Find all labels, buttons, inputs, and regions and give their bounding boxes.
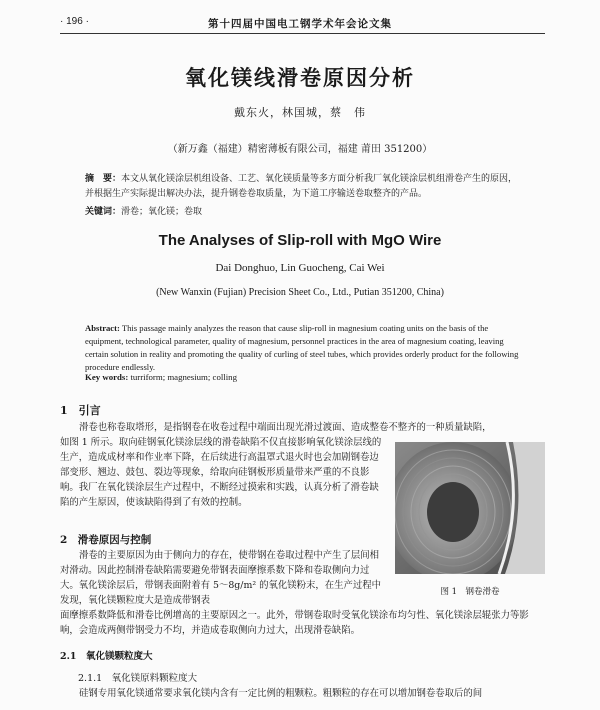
paper-title-en: The Analyses of Slip-roll with MgO Wire: [158, 232, 442, 249]
section-2-1-1-heading: 2.1.1 氧化镁原料颗粒度大: [78, 673, 198, 684]
header-rule: [60, 33, 545, 34]
keywords-cn: [85, 204, 202, 217]
section-2-para-wide: 面摩擦系数降低和滑卷比例增高的主要原因之一。此外，带钢卷取时受氧化镁涂布均匀性、氧化镁涂层辊张力等影响，会造成两侧带钢受力不均，并造成卷取侧向力过大，出现滑卷缺陷。: [60, 610, 529, 636]
keywords-cn-label: 关键词：: [85, 207, 122, 217]
keywords-en-text: turriform; magnesium; colling: [130, 372, 237, 382]
section-2-1-heading: 2.1 氧化镁颗粒度大: [60, 651, 153, 662]
abstract-en: [85, 322, 525, 374]
abstract-en-label: Abstract:: [85, 323, 120, 333]
abstract-en-text: This passage mainly analyzes the reason that cause slip-roll in magnesium coating units on the basis of the equipment, technological parameter, quality of magnesium, personnel practices in the area of magnesium coating, leaving certain solution in reality and promoting the quality of curling of steel tubes, which provides orderly product for the following procedure endlessly.: [85, 323, 519, 372]
keywords-cn-text: 滑卷；氧化镁；卷取: [121, 207, 203, 217]
authors-en: Dai Donghuo, Lin Guocheng, Cai Wei: [215, 262, 385, 274]
authors-cn: 戴东火，林国城，蔡 伟: [234, 106, 366, 119]
section-1-para-line1: 滑卷也称卷取塔形，是指钢卷在收卷过程中端面出现光滑过渡面、造成整卷不整齐的一种质量缺陷，: [79, 422, 492, 433]
page-number: · 196 ·: [60, 16, 89, 27]
journal-title: 第十四届中国电工钢学术年会论文集: [208, 18, 392, 30]
coil-photo-illustration: [395, 442, 545, 574]
abstract-cn-text: 本文从氧化镁涂层机组设备、工艺、氧化镁质量等多方面分析我厂氧化镁涂层机组滑卷产生的原因，并根据生产实际提出解决办法，提升钢卷卷取质量，为下道工序输送卷取整齐的产品。: [85, 174, 518, 199]
paper-title-cn: 氧化镁线滑卷原因分析: [185, 65, 415, 90]
keywords-en: [85, 372, 237, 382]
section-2-para-narrow: 滑卷的主要原因为由于侧向力的存在，使带钢在卷取过程中产生了层间相对滑动。因此控制滑卷缺陷需要避免带钢表面摩擦系数下降和卷取侧向力过大。氧化镁涂层后，带钢表面附着有 5～8g/m² 的氧化镁粉末，在生产过程中发现，氧化镁颗粒度大是造成带钢表: [60, 550, 381, 606]
abstract-cn-label: 摘 要：: [85, 174, 122, 184]
section-2-1-1-para: 硅钢专用氧化镁通常要求氧化镁内含有一定比例的粗颗粒。粗颗粒的存在可以增加钢卷卷取后的间: [79, 688, 483, 699]
affiliation-cn: （新万鑫（福建）精密薄板有限公司，福建 莆田 351200）: [167, 144, 433, 155]
section-1-para-rest: 如图 1 所示。取向硅钢氧化镁涂层线的滑卷缺陷不仅直接影响氧化镁涂层线的生产，造成成材率和作业率下降，在后续进行高温罩式退火时也会加剧钢卷边部变形、翘边、鼓包、裂边等现象，给取向硅钢板形质量带来严重的不良影响。我厂在氧化镁涂层生产过程中，不断经过摸索和实践，认真分析了滑卷缺陷的产生原因，使该缺陷得到了有效的控制。: [60, 437, 382, 508]
abstract-cn: [85, 172, 525, 202]
section-2-heading: 2 滑卷原因与控制: [60, 534, 152, 546]
keywords-en-label: Key words:: [85, 372, 129, 382]
figure-1-coil-photo: [395, 442, 545, 574]
figure-1-caption: 图 1 钢卷滑卷: [440, 587, 500, 597]
affiliation-en: (New Wanxin (Fujian) Precision Sheet Co., Ltd., Putian 351200, China): [156, 287, 444, 298]
section-1-heading: 1 引言: [60, 404, 101, 417]
